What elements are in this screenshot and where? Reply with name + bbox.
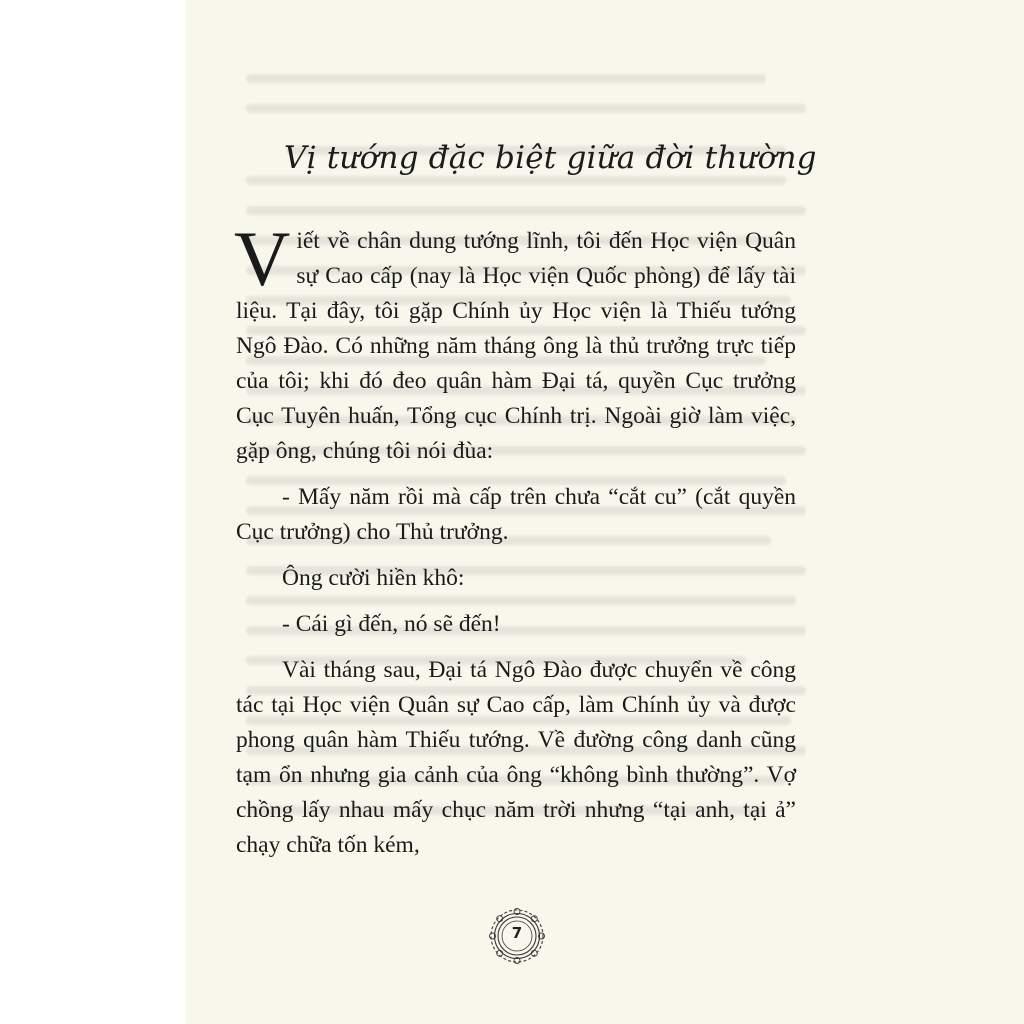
paragraph-dialogue-1: - Mấy năm rồi mà cấp trên chưa “cắt cu” (cắt quyền Cục trưởng) cho Thủ trưởng.: [236, 484, 796, 545]
paragraph-narration-2: Vài tháng sau, Đại tá Ngô Đào được chuyển về công tác tại Học viện Quân sự Cao cấp, làm Chính ủy và được phong quân hàm Thiếu tướng. Về đường công danh cũng tạm ổn nhưng gia cảnh của ông “không bình thường”. Vợ chồng lấy nhau mấy chục năm trời nhưng “tại anh, tại ả” chạy chữa tốn kém,: [236, 657, 796, 858]
paragraph-narration-1: Ông cười hiền khô:: [282, 565, 465, 591]
paragraph-opening: [234, 215, 796, 469]
chapter-title: Vị tướng đặc biệt giữa đời thường: [284, 140, 817, 176]
paragraph-dialogue-2: - Cái gì đến, nó sẽ đến!: [282, 611, 501, 637]
body-text: [234, 215, 796, 863]
page-number-badge: [486, 905, 548, 967]
paragraph-opening-text: iết về chân dung tướng lĩnh, tôi đến Học viện Quân sự Cao cấp (nay là Học viện Quốc phòng) để lấy tài liệu. Tại đây, tôi gặp Chính ủy Học viện là Thiếu tướng Ngô Đào. Có những năm tháng ông là thủ trưởng trực tiếp của tôi; khi đó đeo quân hàm Đại tá, quyền Cục trưởng Cục Tuyên huấn, Tổng cục Chính trị. Ngoài giờ làm việc, gặp ông, chúng tôi nói đùa:: [236, 228, 796, 464]
drop-cap: V: [234, 215, 291, 302]
book-page: [186, 0, 1024, 1024]
page-number: 7: [511, 924, 523, 942]
